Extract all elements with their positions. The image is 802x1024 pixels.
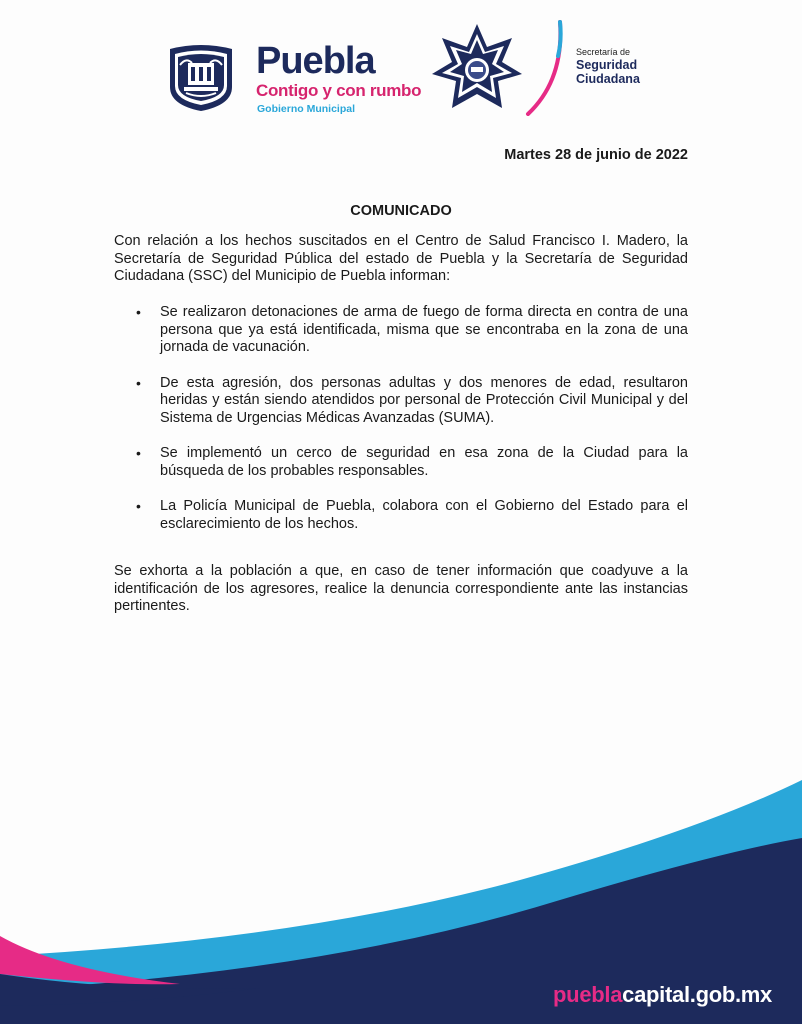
bullet-icon: • <box>136 445 141 461</box>
list-item-text: La Policía Municipal de Puebla, colabora con el Gobierno del Estado para el esclarecimiento de los hechos. <box>160 498 688 532</box>
puebla-logo-wordmark: Puebla <box>256 40 375 82</box>
document-title: COMUNICADO <box>350 203 452 219</box>
bullet-icon: • <box>136 304 141 320</box>
bullet-list <box>114 304 688 551</box>
footer-url-part1: puebla <box>553 982 623 1007</box>
list-item-text: Se realizaron detonaciones de arma de fuego de forma directa en contra de una persona que ya está identificada, misma que se encontraba en la zona de una jornada de vacunación. <box>160 304 688 355</box>
list-item <box>114 375 688 428</box>
list-item <box>114 498 688 533</box>
secretariat-name <box>576 59 640 87</box>
footer-website <box>553 982 772 1008</box>
city-crest-icon <box>166 43 236 113</box>
intro-paragraph: Con relación a los hechos suscitados en el Centro de Salud Francisco I. Madero, la Secretaría de Seguridad Pública del estado de Puebla y la Secretaría de Seguridad Ciudadana (SSC) del Municipio de Puebla informan: <box>114 233 688 284</box>
document-date: Martes 28 de junio de 2022 <box>504 147 688 163</box>
list-item-text: Se implementó un cerco de seguridad en esa zona de la Ciudad para la búsqueda de los probables responsables. <box>160 445 688 479</box>
list-item <box>114 304 688 357</box>
government-label: Gobierno Municipal <box>257 103 356 115</box>
secretariat-prefix: Secretaría de <box>576 47 631 57</box>
bullet-icon: • <box>136 498 141 514</box>
bullet-icon: • <box>136 374 141 391</box>
footer-url-part2: capital.gob.mx <box>622 982 772 1007</box>
swoosh-divider <box>524 20 564 116</box>
closing-paragraph: Se exhorta a la población a que, en caso de tener información que coadyuve a la identificación de los agresores, realice la denuncia correspondiente ante las instancias pertinentes. <box>114 563 688 614</box>
list-item <box>114 445 688 480</box>
list-item-text: De esta agresión, dos personas adultas y dos menores de edad, resultaron heridas y están siendo atendidos por personal de Protección Civil Municipal y del Sistema de Urgencias Médicas Avanzadas (SUMA). <box>160 374 688 426</box>
secretariat-line2: Ciudadana <box>576 71 640 86</box>
police-star-badge-icon <box>430 22 524 116</box>
slogan: Contigo y con rumbo <box>256 81 422 100</box>
secretariat-line1: Seguridad <box>576 58 638 72</box>
